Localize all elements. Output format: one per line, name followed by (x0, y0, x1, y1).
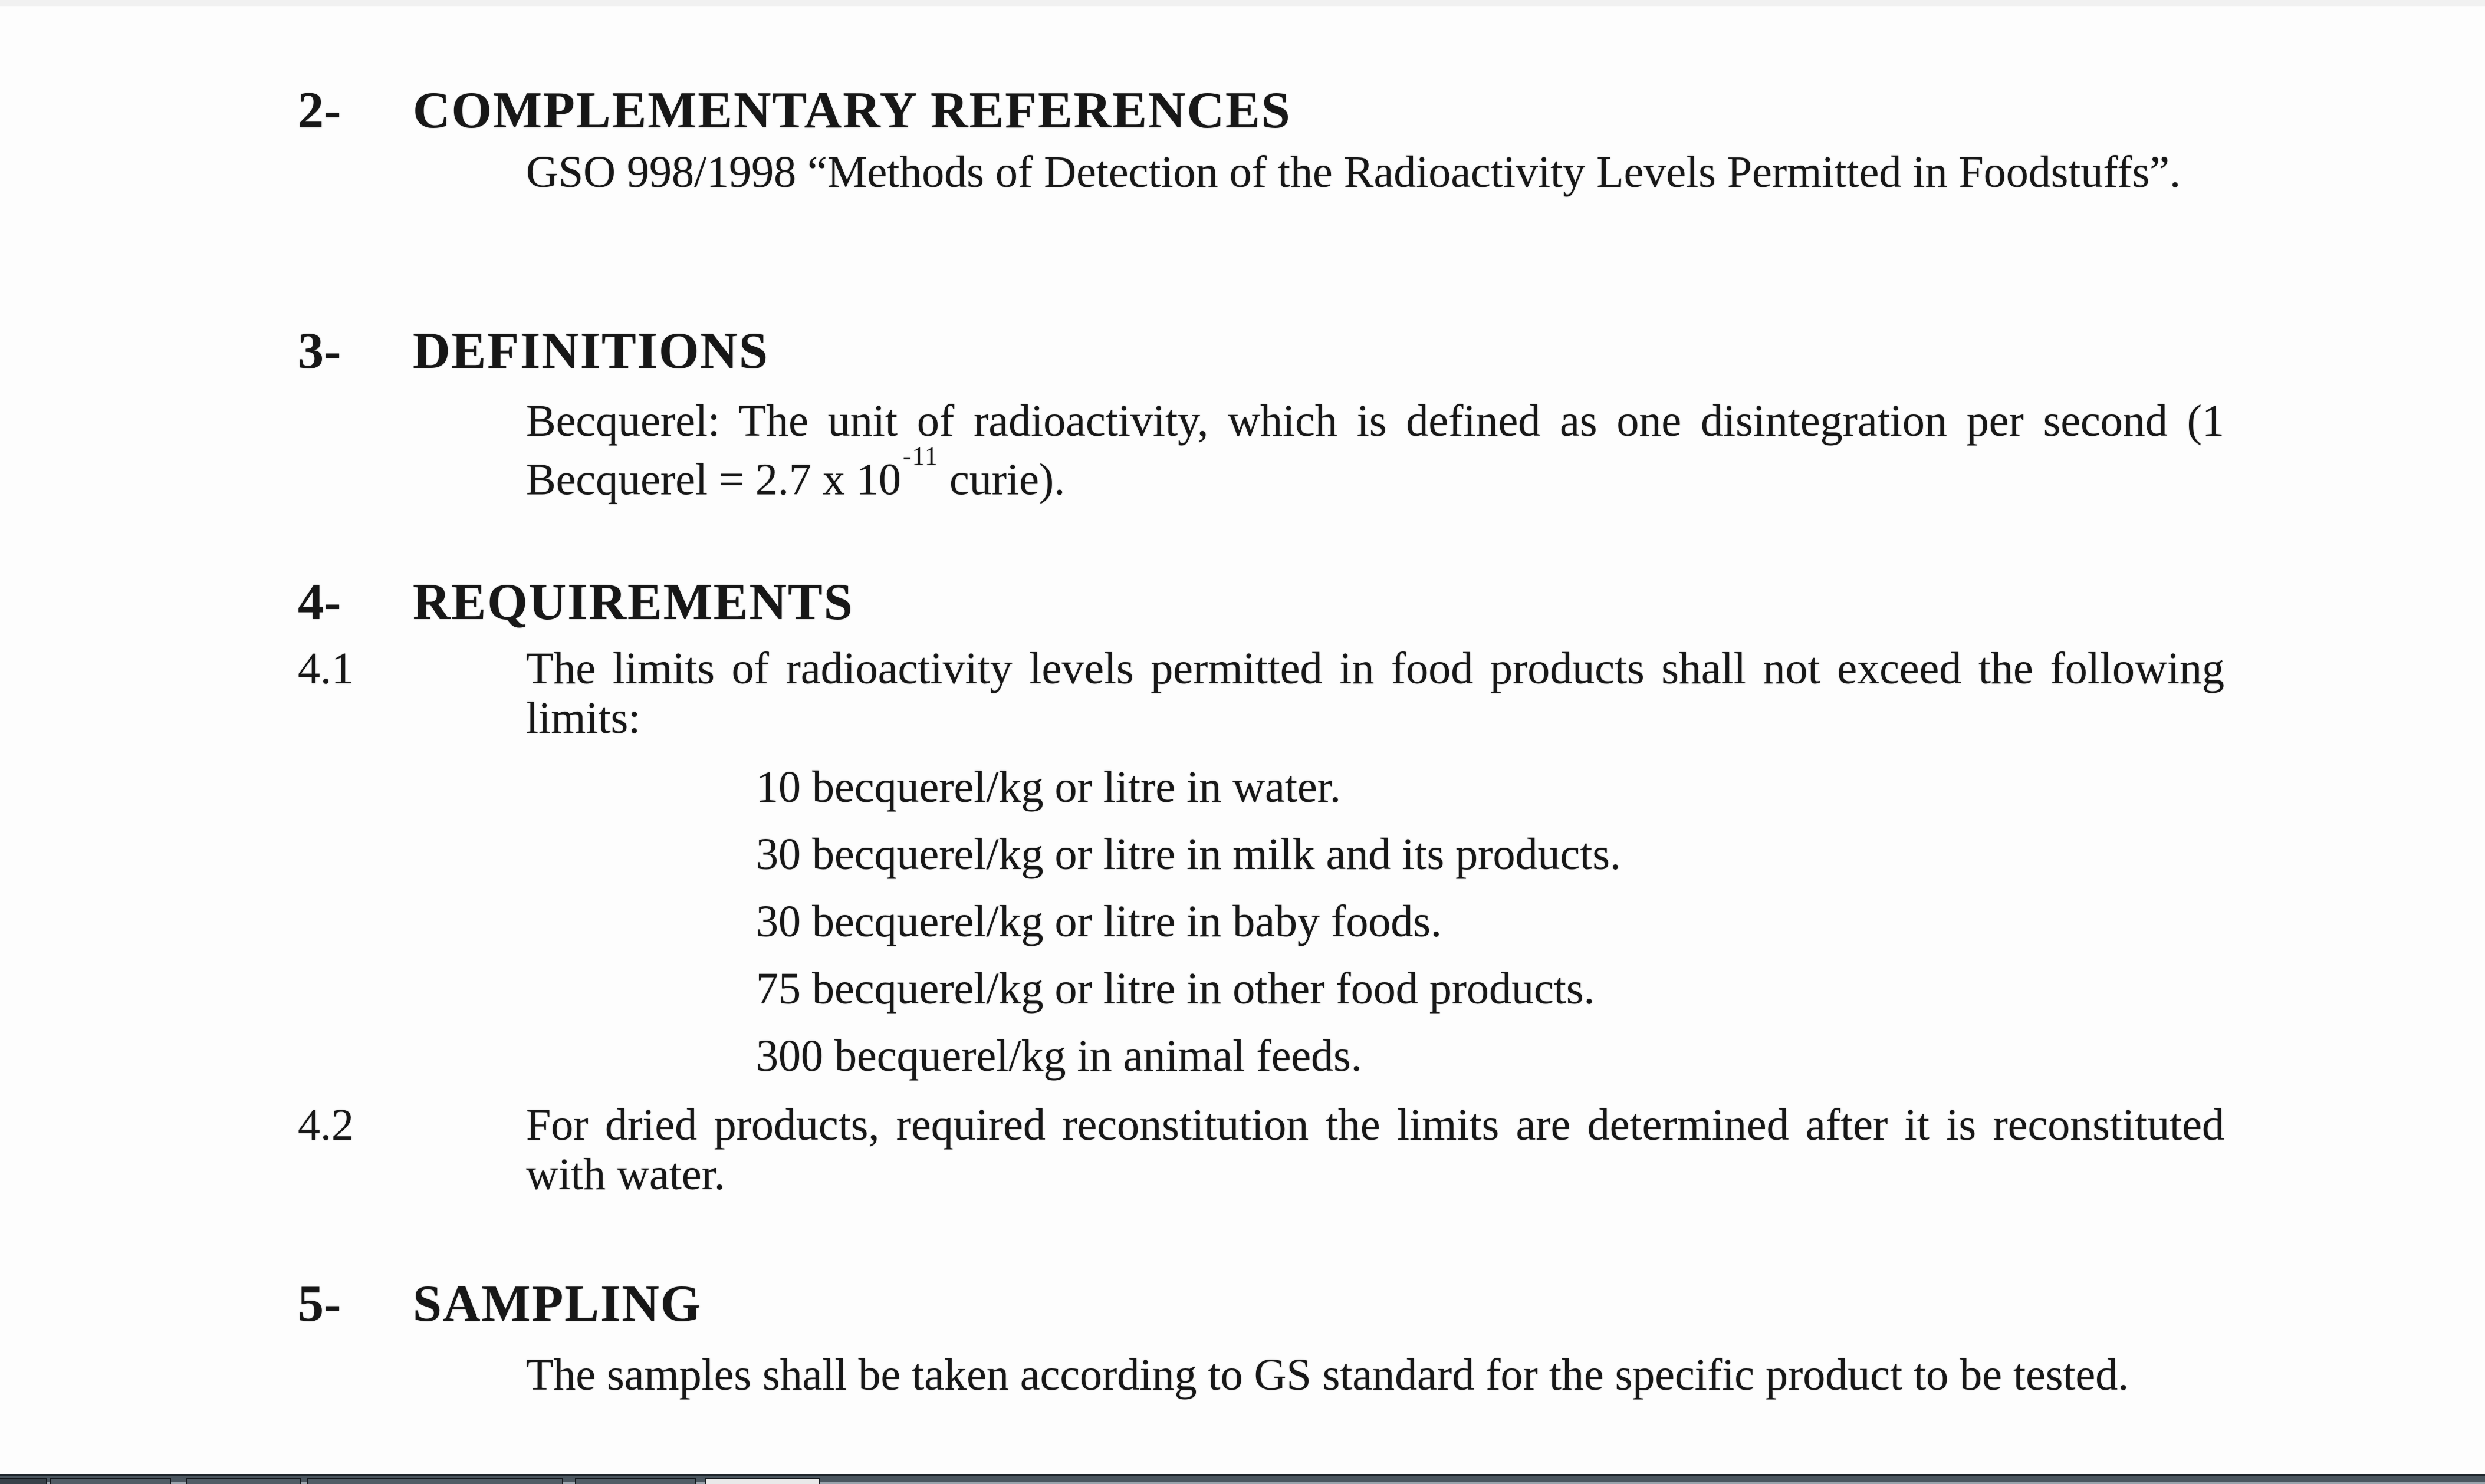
subsection-paragraph: For dried products, required reconstitution the limits are determined after it is reconstituted with water. (526, 1100, 2224, 1199)
definition-paragraph (526, 396, 2224, 504)
limit-item: 10 becquerel/kg or litre in water. (756, 762, 1341, 812)
section-title: DEFINITIONS (413, 323, 769, 380)
definition-tail-text: curie). (938, 455, 1066, 505)
taskbar-active-button[interactable] (705, 1478, 820, 1484)
section-2-paragraph: GSO 998/1998 “Methods of Detection of the Radioactivity Levels Permitted in Foodstuffs”. (526, 147, 2181, 197)
taskbar-button[interactable] (575, 1478, 696, 1484)
subsection-4-2 (298, 1100, 2224, 1199)
taskbar-button[interactable] (50, 1478, 171, 1484)
section-title: COMPLEMENTARY REFERENCES (413, 82, 1291, 139)
taskbar-button[interactable] (307, 1478, 563, 1484)
subsection-4-1 (298, 644, 2224, 743)
taskbar[interactable] (0, 1474, 2485, 1484)
section-3-heading (298, 323, 769, 380)
limit-item: 300 becquerel/kg in animal feeds. (756, 1031, 1362, 1081)
subsection-paragraph: The limits of radioactivity levels permitted in food products shall not exceed the following limits: (526, 644, 2224, 743)
section-number: 3- (298, 323, 341, 380)
taskbar-start-button[interactable] (0, 1478, 47, 1484)
subsection-number: 4.1 (298, 644, 354, 693)
exponent-superscript: -11 (902, 441, 939, 470)
limit-item: 30 becquerel/kg or litre in milk and its products. (756, 830, 1621, 879)
section-title: REQUIREMENTS (413, 574, 854, 631)
limits-list (756, 762, 1621, 1098)
section-4-heading (298, 574, 854, 631)
section-5-heading (298, 1276, 702, 1332)
section-number: 5- (298, 1275, 341, 1332)
section-number: 2- (298, 82, 341, 139)
limit-item: 75 becquerel/kg or litre in other food products. (756, 964, 1595, 1014)
section-title: SAMPLING (413, 1275, 702, 1332)
section-2-heading (298, 83, 1291, 139)
taskbar-button[interactable] (186, 1478, 301, 1484)
section-5-paragraph: The samples shall be taken according to GS standard for the specific product to be tested. (526, 1350, 2129, 1400)
scan-edge-top (0, 0, 2485, 7)
subsection-number: 4.2 (298, 1100, 354, 1150)
section-number: 4- (298, 574, 341, 631)
limit-item: 30 becquerel/kg or litre in baby foods. (756, 897, 1442, 946)
definition-lead-text: Becquerel: The unit of radioactivity, which is defined as one disintegration per second (1 Becquerel = 2.7 x 10 (526, 396, 2224, 505)
